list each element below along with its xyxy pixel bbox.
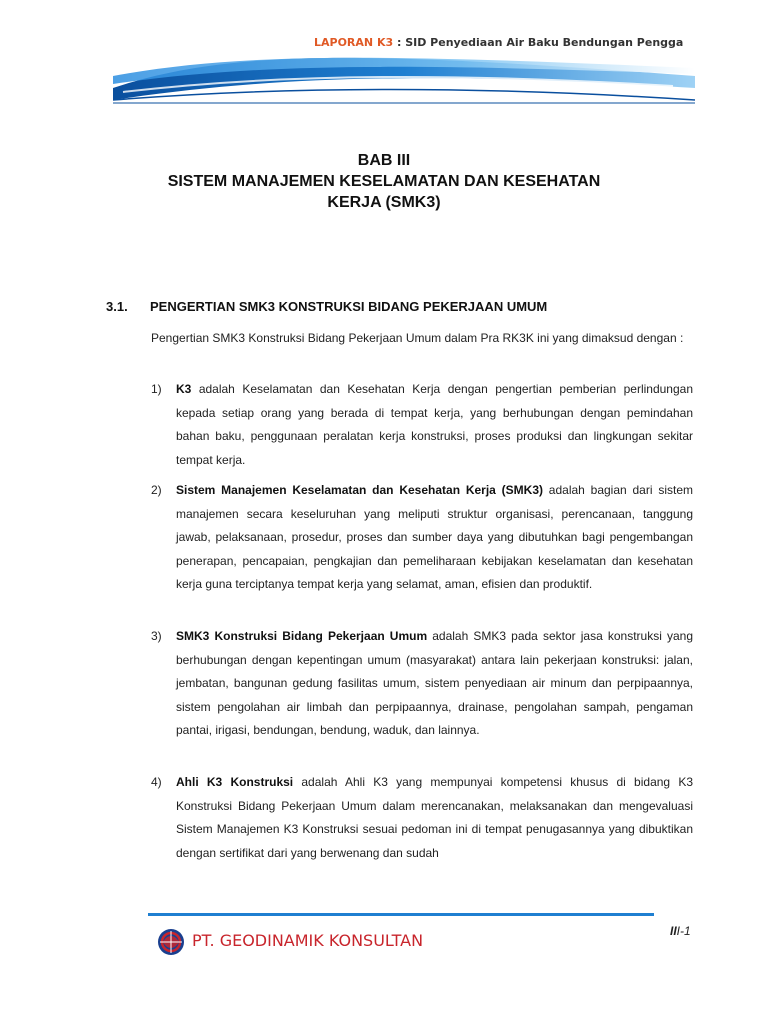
section-number: 3.1. [106, 299, 128, 314]
list-item-definition: adalah Ahli K3 yang mempunyai kompetensi khusus di bidang K3 Konstruksi Bidang Pekerjaan Umum dalam merencanakan, melaksanakan dan mengevaluasi Sistem Manajemen K3 Konstruksi sesuai pedoman ini di tempat penugasannya yang dibuktikan dengan sertifikat dari yang berwenang dan sudah [176, 775, 694, 860]
list-item-term: SMK3 Konstruksi Bidang Pekerjaan Umum [176, 629, 428, 643]
list-item-number: 4) [151, 775, 162, 789]
header-separator: : [393, 36, 406, 49]
list-item-term: Ahli K3 Konstruksi [176, 775, 294, 789]
list-item-text [176, 771, 693, 865]
list-item-definition: adalah Keselamatan dan Kesehatan Kerja dengan pengertian pemberian perlindungan kepada setiap orang yang berada di tempat kerja, yang berhubungan dengan pemindahan bahan baku, penggunaan peralatan kerja konstruksi, proses produksi dan lingkungan sekitar tempat kerja. [176, 382, 693, 467]
list-item-term: K3 [176, 382, 192, 396]
list-item-text [176, 479, 693, 597]
chapter-title [0, 150, 768, 213]
list-item [151, 625, 693, 743]
footer-rule [148, 913, 654, 916]
list-item [151, 771, 693, 865]
page-number [670, 924, 691, 938]
page-chapter: II [670, 924, 677, 938]
list-item-number: 2) [151, 483, 162, 497]
list-item-definition: adalah bagian dari sistem manajemen secara keseluruhan yang meliputi struktur organisasi, perencanaan, tanggung jawab, pelaksanaan, prosedur, proses dan sumber daya yang dibutuhkan bagi pengembangan penerapan, pencapaian, pengkajian dan pemeliharaan kebijakan keselamatan dan kesehatan kerja guna terciptanya tempat kerja yang selamat, aman, efisien dan produktif. [176, 483, 693, 591]
section-title: PENGERTIAN SMK3 KONSTRUKSI BIDANG PEKERJAAN UMUM [150, 299, 548, 314]
report-label: LAPORAN K3 [314, 36, 394, 49]
list-item-text [176, 378, 693, 472]
chapter-title-line: KERJA (SMK3) [327, 194, 441, 211]
list-item [151, 479, 693, 597]
list-item-text [176, 625, 693, 743]
project-name: SID Penyediaan Air Baku Bendungan Pengga [405, 36, 684, 49]
company-name: PT. GEODINAMIK KONSULTAN [192, 931, 424, 950]
company-logo-icon [157, 928, 185, 956]
page-index: I-1 [676, 924, 691, 938]
section-intro: Pengertian SMK3 Konstruksi Bidang Pekerjaan Umum dalam Pra RK3K ini yang dimaksud dengan : [151, 331, 684, 345]
list-item-term: Sistem Manajemen Keselamatan dan Kesehatan Kerja (SMK3) [176, 483, 543, 497]
header-wave-banner [113, 48, 695, 104]
chapter-title-line: SISTEM MANAJEMEN KESELAMATAN DAN KESEHATAN [167, 173, 601, 190]
list-item-definition: adalah SMK3 pada sektor jasa konstruksi yang berhubungan dengan kepentingan umum (masyarakat) antara lain pekerjaan konstruksi: jalan, jembatan, bangunan gedung fasilitas umum, sistem penyediaan air minum dan perpipaannya, sistem pengolahan air limbah dan perpipaannya, drainase, pengolahan sampah, pengaman pantai, irigasi, bendungan, bendung, waduk, dan lainnya. [176, 629, 693, 737]
section-heading [106, 299, 547, 314]
list-item-number: 3) [151, 629, 162, 643]
chapter-number: BAB III [357, 152, 411, 169]
list-item-number: 1) [151, 382, 162, 396]
list-item [151, 378, 693, 472]
